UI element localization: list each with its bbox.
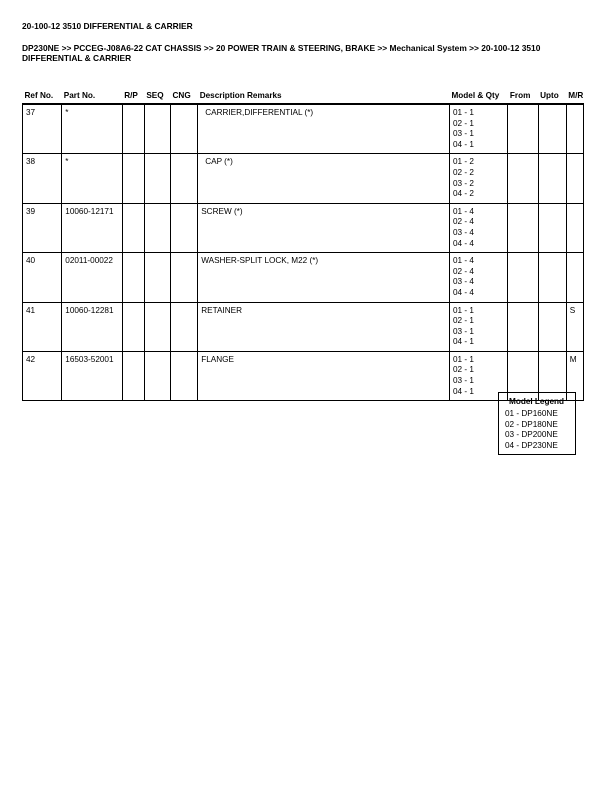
col-desc-header: Description Remarks: [198, 86, 450, 104]
cell-rp: [122, 104, 144, 154]
cell-upto: [538, 104, 566, 154]
cell-cng: [171, 253, 198, 302]
model-qty-line: 02 - 4: [452, 217, 474, 227]
cell-rp: [122, 203, 144, 252]
cell-upto: [538, 154, 566, 203]
cell-cng: [171, 302, 198, 351]
model-qty-line: 01 - 2: [452, 157, 474, 167]
cell-ref: 38: [23, 154, 62, 203]
cell-seq: [144, 104, 170, 154]
cell-rp: [122, 253, 144, 302]
col-model-header: Model & Qty: [449, 86, 507, 104]
cell-upto: [538, 302, 566, 351]
cell-part: *: [62, 104, 122, 154]
col-part-header: Part No.: [62, 86, 122, 104]
cell-ref: 40: [23, 253, 62, 302]
col-ref-header: Ref No.: [23, 86, 62, 104]
cell-model: [449, 253, 507, 302]
model-qty-line: 03 - 1: [452, 326, 474, 336]
cell-part: 16503-52001: [62, 351, 122, 400]
cell-from: [508, 253, 538, 302]
cell-ref: 39: [23, 203, 62, 252]
model-qty-line: 04 - 1: [452, 337, 474, 347]
parts-table: [22, 86, 584, 401]
cell-model: [449, 154, 507, 203]
breadcrumb: DP230NE >> PCCEG-J08A6-22 CAT CHASSIS >> 20 POWER TRAIN & STEERING, BRAKE >> Mechanical System >> 20-100-12 3510 DIFFERENTIAL & CARRIER: [22, 43, 541, 63]
table-row: [23, 203, 584, 252]
model-qty-line: 02 - 4: [452, 266, 474, 276]
cell-desc: FLANGE: [198, 351, 450, 400]
table-row: [23, 104, 584, 154]
cell-cng: [171, 203, 198, 252]
cell-upto: [538, 253, 566, 302]
col-from-header: From: [508, 86, 538, 104]
cell-desc: WASHER-SPLIT LOCK, M22 (*): [198, 253, 450, 302]
model-legend: [498, 392, 576, 455]
model-qty-line: 01 - 4: [452, 206, 474, 216]
col-seq-header: SEQ: [144, 86, 170, 104]
legend-title: Model Legend: [509, 397, 565, 406]
cell-cng: [171, 351, 198, 400]
cell-mr: [566, 104, 583, 154]
cell-from: [508, 302, 538, 351]
cell-part: 10060-12171: [62, 203, 122, 252]
model-qty-line: 02 - 1: [452, 365, 474, 375]
cell-mr: M: [566, 351, 583, 400]
cell-desc: SCREW (*): [198, 203, 450, 252]
legend-item: 04 - DP230NE: [505, 440, 558, 450]
cell-seq: [144, 154, 170, 203]
table-row: [23, 302, 584, 351]
table-header-row: [23, 86, 584, 104]
legend-item: 03 - DP200NE: [505, 430, 558, 440]
cell-ref: 41: [23, 302, 62, 351]
model-qty-line: 03 - 2: [452, 178, 474, 188]
col-rp-header: R/P: [122, 86, 144, 104]
cell-from: [508, 203, 538, 252]
model-qty-line: 04 - 1: [452, 386, 474, 396]
model-qty-line: 03 - 4: [452, 277, 474, 287]
model-qty-line: 04 - 4: [452, 238, 474, 248]
model-qty-line: 04 - 1: [452, 139, 474, 149]
model-qty-line: 03 - 1: [452, 376, 474, 386]
col-mr-header: M/R: [566, 86, 583, 104]
cell-mr: S: [566, 302, 583, 351]
cell-mr: [566, 154, 583, 203]
model-qty-line: 02 - 2: [452, 167, 474, 177]
model-qty-line: 01 - 4: [452, 256, 474, 266]
cell-rp: [122, 302, 144, 351]
model-qty-line: 01 - 1: [452, 354, 474, 364]
cell-mr: [566, 203, 583, 252]
cell-from: [508, 154, 538, 203]
cell-cng: [171, 154, 198, 203]
cell-from: [508, 104, 538, 154]
cell-ref: 42: [23, 351, 62, 400]
col-cng-header: CNG: [171, 86, 198, 104]
cell-seq: [144, 351, 170, 400]
model-qty-line: 01 - 1: [452, 108, 474, 117]
col-upto-header: Upto: [538, 86, 566, 104]
cell-upto: [538, 203, 566, 252]
model-qty-line: 03 - 1: [452, 129, 474, 139]
model-qty-line: 02 - 1: [452, 316, 474, 326]
cell-part: *: [62, 154, 122, 203]
cell-rp: [122, 154, 144, 203]
cell-desc: RETAINER: [198, 302, 450, 351]
cell-rp: [122, 351, 144, 400]
cell-seq: [144, 302, 170, 351]
legend-item: 02 - DP180NE: [505, 419, 558, 429]
cell-desc: CAP (*): [198, 154, 450, 203]
cell-part: 02011-00022: [62, 253, 122, 302]
cell-model: [449, 302, 507, 351]
model-qty-line: 04 - 4: [452, 287, 474, 297]
cell-model: [449, 104, 507, 154]
model-qty-line: 01 - 1: [452, 305, 474, 315]
document-title: 20-100-12 3510 DIFFERENTIAL & CARRIER: [22, 21, 193, 31]
legend-item: 01 - DP160NE: [505, 409, 558, 419]
cell-desc: CARRIER,DIFFERENTIAL (*): [198, 104, 450, 154]
cell-ref: 37: [23, 104, 62, 154]
cell-mr: [566, 253, 583, 302]
cell-part: 10060-12281: [62, 302, 122, 351]
cell-model: [449, 203, 507, 252]
model-qty-line: 04 - 2: [452, 189, 474, 199]
cell-seq: [144, 253, 170, 302]
model-qty-line: 02 - 1: [452, 118, 474, 128]
model-qty-line: 03 - 4: [452, 227, 474, 237]
table-row: [23, 154, 584, 203]
cell-seq: [144, 203, 170, 252]
table-row: [23, 253, 584, 302]
cell-cng: [171, 104, 198, 154]
